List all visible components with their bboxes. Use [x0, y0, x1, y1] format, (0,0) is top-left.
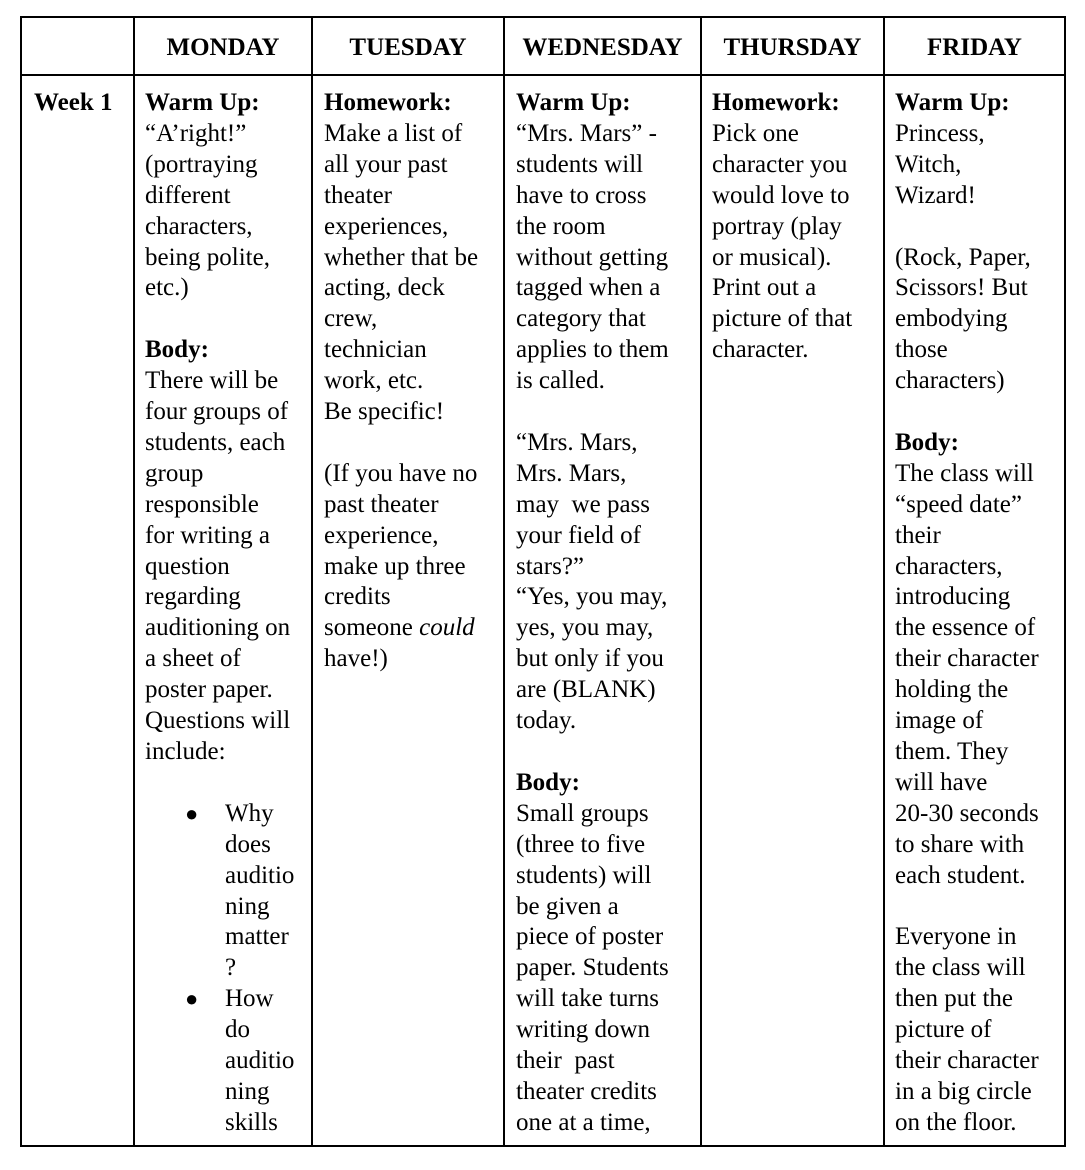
- text-line: without getting: [516, 243, 669, 271]
- text-line: a sheet of: [145, 645, 241, 673]
- header-monday: MONDAY: [166, 34, 280, 61]
- text-line: introducing: [895, 583, 1011, 611]
- wednesday-cell: [516, 88, 669, 1139]
- header-thursday: THURSDAY: [723, 34, 862, 61]
- text-line: would love to: [712, 181, 850, 209]
- text-line: question: [145, 552, 230, 580]
- spacer: [895, 397, 1039, 428]
- bullet-line: [145, 799, 294, 830]
- text-line: to share with: [895, 830, 1025, 858]
- text-line: tagged when a: [516, 274, 661, 302]
- text-line: 20-30 seconds: [895, 799, 1039, 827]
- text-line: “Yes, you may,: [516, 583, 668, 611]
- bullet-item: [145, 799, 294, 984]
- text-line: different: [145, 181, 231, 209]
- text-line: but only if you: [516, 645, 664, 673]
- text-line: poster paper.: [145, 676, 273, 704]
- text-line: acting, deck: [324, 274, 445, 302]
- text-line: are (BLANK): [516, 676, 656, 704]
- thursday-cell: [712, 88, 852, 366]
- text-line: Everyone in: [895, 923, 1017, 951]
- text-line: auditioning on: [145, 614, 291, 642]
- text-line: credits: [324, 583, 391, 611]
- wednesday-warm-up-label: Warm Up:: [516, 89, 631, 116]
- text-line: ning: [225, 892, 270, 920]
- text-line: each student.: [895, 861, 1026, 889]
- friday-warm-up-label: Warm Up:: [895, 89, 1010, 116]
- text-line: [324, 613, 478, 644]
- text-line: ?: [225, 954, 237, 982]
- text-line: their past: [516, 1047, 615, 1075]
- text-line: Pick one: [712, 119, 799, 147]
- text-line: (three to five: [516, 830, 646, 858]
- text-line: does: [225, 830, 271, 858]
- column-divider: [133, 16, 135, 1147]
- text-line: make up three: [324, 552, 466, 580]
- text-line: yes, you may,: [516, 614, 654, 642]
- text-line: Princess,: [895, 119, 985, 147]
- text-line: students) will: [516, 861, 652, 889]
- column-divider: [311, 16, 313, 1147]
- header-wednesday: WEDNESDAY: [522, 34, 683, 61]
- text-line: work, etc.: [324, 367, 424, 395]
- friday-cell: [895, 88, 1039, 1139]
- text-line: embodying: [895, 305, 1008, 333]
- spacer: [516, 397, 669, 428]
- text-line: crew,: [324, 305, 378, 333]
- text-line: Mrs. Mars,: [516, 459, 627, 487]
- text-line: image of: [895, 707, 984, 735]
- spacer: [895, 892, 1039, 923]
- text-line: paper. Students: [516, 954, 669, 982]
- spacer: [145, 304, 294, 335]
- text-line: piece of poster: [516, 923, 664, 951]
- text-line: How: [225, 985, 274, 1013]
- column-divider: [20, 16, 22, 1147]
- text-line: “Mrs. Mars,: [516, 428, 638, 456]
- text-line: all your past: [324, 150, 448, 178]
- table-border-bottom: [20, 1145, 1066, 1147]
- text-line: theater credits: [516, 1077, 657, 1105]
- wednesday-body-label: Body:: [516, 768, 580, 796]
- text-line: holding the: [895, 676, 1009, 704]
- text-line: students, each: [145, 428, 286, 456]
- spacer: [324, 428, 478, 459]
- text-line: character.: [712, 336, 809, 364]
- spacer: [516, 737, 669, 768]
- text-line: The class will: [895, 459, 1034, 487]
- friday-body-label: Body:: [895, 428, 959, 456]
- spacer: [895, 212, 1039, 243]
- text-line: the essence of: [895, 614, 1036, 642]
- header-tuesday: TUESDAY: [349, 34, 467, 61]
- text-line: will have: [895, 768, 988, 796]
- text-line: (Rock, Paper,: [895, 243, 1031, 271]
- text-line: “speed date”: [895, 490, 1023, 518]
- tuesday-homework-label: Homework:: [324, 89, 452, 116]
- text-line: then put the: [895, 985, 1014, 1013]
- text-line: the room: [516, 212, 606, 240]
- header-divider: [20, 74, 1066, 76]
- text-line: those: [895, 336, 948, 364]
- text-line: will take turns: [516, 985, 660, 1013]
- text-line: “A’right!”: [145, 119, 247, 147]
- text-line: their: [895, 521, 941, 549]
- column-divider: [503, 16, 505, 1147]
- text-line: Witch,: [895, 150, 962, 178]
- text-line: characters,: [895, 552, 1003, 580]
- text-line: etc.): [145, 274, 189, 302]
- text-line: on the floor.: [895, 1108, 1017, 1136]
- text-line: applies to them: [516, 336, 669, 364]
- text-line: (portraying: [145, 150, 258, 178]
- bullet-line: [145, 984, 294, 1015]
- text-line: may we pass: [516, 490, 650, 518]
- text-line: stars?”: [516, 552, 585, 580]
- text-line: Wizard!: [895, 181, 976, 209]
- text-line: have to cross: [516, 181, 647, 209]
- text-line: auditio: [225, 861, 295, 889]
- text-line: them. They: [895, 738, 1009, 765]
- text-line: Print out a: [712, 274, 817, 302]
- text-line: responsible: [145, 490, 259, 518]
- text-line: Make a list of: [324, 119, 463, 147]
- text-line: whether that be: [324, 243, 479, 271]
- header-friday: FRIDAY: [927, 34, 1022, 61]
- text-line: is called.: [516, 367, 605, 395]
- text-line: experience,: [324, 521, 439, 549]
- text-line: Scissors! But: [895, 274, 1028, 302]
- text-line: portray (play: [712, 212, 842, 240]
- text-line: technician: [324, 336, 427, 364]
- bullet-icon: ●: [185, 986, 199, 1012]
- text-line: the class will: [895, 954, 1026, 982]
- text-line: “Mrs. Mars” -: [516, 119, 657, 147]
- text-line: Be specific!: [324, 398, 445, 426]
- text-line: four groups of: [145, 398, 289, 426]
- text-line: today.: [516, 707, 577, 735]
- text-line: group: [145, 459, 204, 487]
- text-line: for writing a: [145, 521, 270, 549]
- emphasis-text: could: [419, 614, 475, 642]
- text-line: picture of: [895, 1016, 992, 1044]
- text-line: have!): [324, 645, 388, 673]
- text-line: in a big circle: [895, 1077, 1032, 1105]
- text-line: characters): [895, 367, 1005, 395]
- text-line: Why: [225, 799, 274, 827]
- text-line: category that: [516, 305, 646, 333]
- monday-body-label: Body:: [145, 336, 209, 364]
- column-divider: [883, 16, 885, 1147]
- text-line: students will: [516, 150, 644, 178]
- text-line: experiences,: [324, 212, 449, 240]
- monday-cell: [145, 88, 294, 1139]
- column-divider: [700, 16, 702, 1147]
- text-line: their character: [895, 1047, 1039, 1075]
- tuesday-cell: [324, 88, 478, 675]
- text-line: There will be: [145, 367, 279, 395]
- text-line: writing down: [516, 1016, 651, 1044]
- thursday-homework-label: Homework:: [712, 89, 840, 116]
- text-line: do: [225, 1016, 250, 1044]
- text-line: include:: [145, 738, 226, 766]
- spacer: [145, 768, 294, 799]
- bullet-icon: ●: [185, 800, 199, 826]
- text-line: your field of: [516, 521, 641, 549]
- text-line: one at a time,: [516, 1108, 651, 1136]
- text-line: their character: [895, 645, 1039, 673]
- text-line: Small groups: [516, 799, 649, 827]
- text-line: character you: [712, 150, 848, 178]
- text-line: Questions will: [145, 707, 291, 735]
- table-border-top: [20, 16, 1066, 18]
- text-line: be given a: [516, 892, 619, 920]
- text-line: picture of that: [712, 305, 853, 333]
- text-line: theater: [324, 181, 393, 209]
- text-line: ning: [225, 1077, 270, 1105]
- text-line: auditio: [225, 1047, 295, 1075]
- text-line: matter: [225, 923, 289, 951]
- text-line: skills: [225, 1108, 278, 1136]
- bullet-item: [145, 984, 294, 1139]
- row-label-week-1: Week 1: [34, 89, 113, 116]
- text-line: being polite,: [145, 243, 270, 271]
- column-divider: [1064, 16, 1066, 1147]
- text-line: (If you have no: [324, 459, 478, 487]
- monday-warm-up-label: Warm Up:: [145, 89, 260, 116]
- text-line: or musical).: [712, 243, 832, 271]
- text-line: characters,: [145, 212, 253, 240]
- text-fragment: someone: [324, 614, 420, 642]
- text-line: regarding: [145, 583, 241, 611]
- text-line: past theater: [324, 490, 439, 518]
